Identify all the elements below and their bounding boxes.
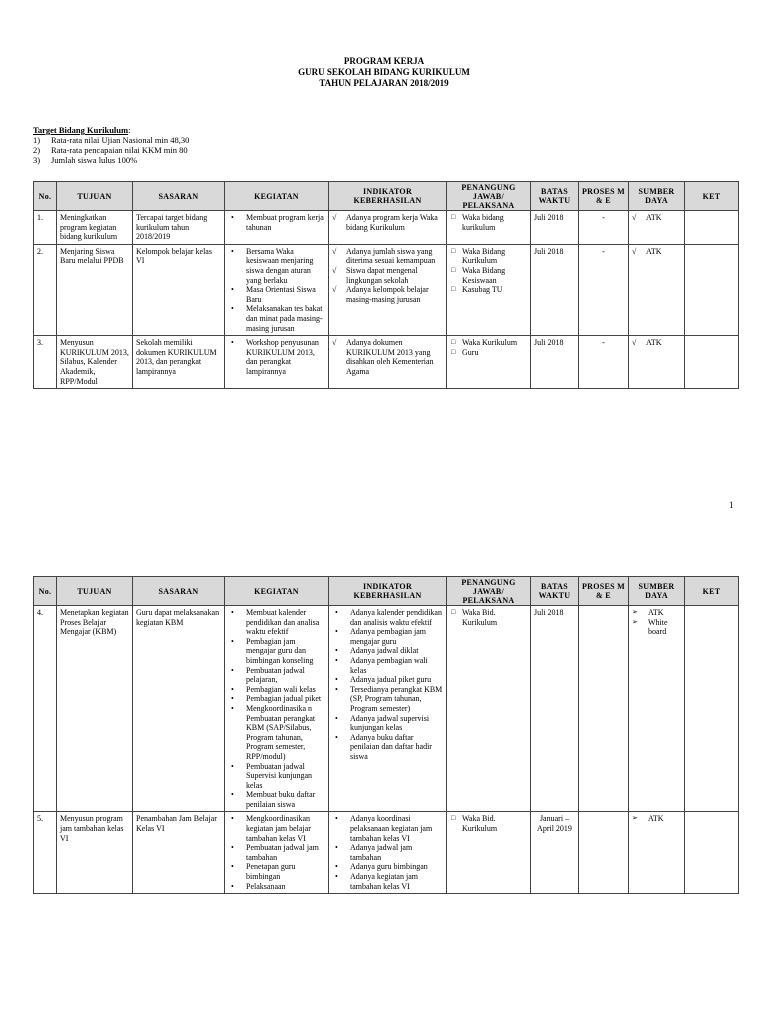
indikator-list [332, 213, 443, 232]
cell-indikator [329, 211, 447, 245]
cell-ket [685, 812, 739, 894]
kegiatan-item: • Membuat buku daftar penilaian siswa [228, 790, 325, 809]
penanggung-item: □ Waka Bidang Kurikulum [450, 247, 527, 266]
kegiatan-item: • Pembagian jam mengajar guru dan bimbingan konseling [228, 637, 325, 666]
penanggung-item: □ Waka Bid. Kurikulum [450, 608, 527, 627]
cell-proses: - [579, 336, 629, 389]
cell-ket [685, 211, 739, 245]
cell-sasaran: Guru dapat melaksanakan kegiatan KBM [133, 606, 225, 812]
header-indikator: INDIKATOR KEBERHASILAN [329, 577, 447, 606]
kegiatan-list [228, 213, 325, 232]
kegiatan-item: • Pembuatan jadwal jam tambahan [228, 843, 325, 862]
kegiatan-item: • Pembagian jadual piket [228, 694, 325, 704]
cell-batas: Juli 2018 [531, 336, 579, 389]
indikator-item: • Adanya jadual piket guru [332, 675, 443, 685]
program-table-page-2 [33, 576, 739, 894]
cell-penanggung [447, 606, 531, 812]
indikator-list [332, 247, 443, 305]
cell-batas: Juli 2018 [531, 211, 579, 245]
kegiatan-item: • Melaksanakan tes bakat dan minat pada masing-masing jurusan [228, 304, 325, 333]
penanggung-item: □ Waka Bid. Kurikulum [450, 814, 527, 833]
cell-ket [685, 336, 739, 389]
header-penanggung: PENANGUNG JAWAB/ PELAKSANA [447, 577, 531, 606]
cell-tujuan: Menetapkan kegiatan Proses Belajar Mengajar (KBM) [57, 606, 133, 812]
penanggung-item: □ Waka Kurikulum [450, 338, 527, 348]
cell-kegiatan [225, 211, 329, 245]
document-title [0, 56, 768, 89]
sumber-item: ➢ ATK [632, 814, 681, 824]
cell-tujuan: Menjaring Siswa Baru melalui PPDB [57, 244, 133, 335]
indikator-item: • Adanya jadwal supervisi kunjungan kelas [332, 714, 443, 733]
table-header-row [34, 577, 739, 606]
kegiatan-item: • Membuat kalender pendidikan dan analisa waktu efektif [228, 608, 325, 637]
header-ket: KET [685, 182, 739, 211]
indikator-list [332, 608, 443, 762]
target-section: Target Bidang Kurikulum: 1) Rata-rata nilai Ujian Nasional min 48,30 2) Rata-rata pencapaian nilai KKM min 80 3) Jumlah siswa lulus 100% [33, 125, 190, 165]
cell-indikator [329, 812, 447, 894]
cell-no: 5. [34, 812, 57, 894]
header-no: No. [34, 577, 57, 606]
header-ket: KET [685, 577, 739, 606]
cell-indikator [329, 336, 447, 389]
indikator-item: • Adanya jadwal diklat [332, 646, 443, 656]
kegiatan-list [228, 338, 325, 376]
cell-kegiatan [225, 812, 329, 894]
header-tujuan: TUJUAN [57, 182, 133, 211]
header-proses: PROSES M & E [579, 182, 629, 211]
cell-batas: Juli 2018 [531, 606, 579, 812]
sumber-list [632, 608, 681, 637]
target-item: 2) Rata-rata pencapaian nilai KKM min 80 [33, 145, 188, 155]
cell-sumber [629, 606, 685, 812]
program-table-page-1 [33, 181, 739, 389]
cell-sumber [629, 336, 685, 389]
header-penanggung: PENANGUNG JAWAB/ PELAKSANA [447, 182, 531, 211]
indikator-list [332, 338, 443, 376]
cell-batas: Juli 2018 [531, 244, 579, 335]
title-line-1: PROGRAM KERJA [343, 56, 425, 66]
kegiatan-item: • Pembuatan jadwal pelajaran, [228, 666, 325, 685]
cell-tujuan: Meningkatkan program kegiatan bidang kurikulum [57, 211, 133, 245]
penanggung-list [450, 608, 527, 627]
cell-kegiatan [225, 336, 329, 389]
sumber-list [632, 213, 681, 223]
cell-sasaran: Penambahan Jam Belajar Kelas VI [133, 812, 225, 894]
indikator-item: √ Adanya jumlah siswa yang diterima sesuai kemampuan [332, 247, 443, 266]
sumber-list [632, 814, 681, 824]
header-indikator: INDIKATOR KEBERHASILAN [329, 182, 447, 211]
cell-batas: Januari – April 2019 [531, 812, 579, 894]
header-kegiatan: KEGIATAN [225, 182, 329, 211]
indikator-item: √ Adanya program kerja Waka bidang Kurikulum [332, 213, 443, 232]
kegiatan-item: • Mengkoordinasika n Pembuatan perangkat KBM (SAP/Silabus, Program tahunan, Program semester, RPP/modul) [228, 704, 325, 762]
indikator-item: • Adanya pembagian jam mengajar guru [332, 627, 443, 646]
cell-no: 3. [34, 336, 57, 389]
cell-proses [579, 606, 629, 812]
header-sumber: SUMBER DAYA [629, 577, 685, 606]
indikator-item: √ Adanya dokumen KURIKULUM 2013 yang disahkan oleh Kementerian Agama [332, 338, 443, 376]
cell-proses: - [579, 244, 629, 335]
indikator-item: • Adanya guru bimbingan [332, 862, 443, 872]
table-row [34, 244, 739, 335]
indikator-item: • Adanya kegiatan jam tambahan kelas VI [332, 872, 443, 891]
cell-penanggung [447, 244, 531, 335]
sumber-item: ➢ White board [632, 618, 681, 637]
title-line-2: GURU SEKOLAH BIDANG KURIKULUM [298, 67, 470, 77]
penanggung-item: □ Waka Bidang Kesiswaan [450, 266, 527, 285]
cell-penanggung [447, 211, 531, 245]
table-row [34, 812, 739, 894]
header-tujuan: TUJUAN [57, 577, 133, 606]
indikator-item: • Adanya pembagian wali kelas [332, 656, 443, 675]
indikator-item: √ Adanya kelompok belajar masing-masing jurusan [332, 285, 443, 304]
cell-kegiatan [225, 244, 329, 335]
penanggung-item: □ Waka bidang kurikulum [450, 213, 527, 232]
sumber-item: √ ATK [632, 338, 681, 348]
kegiatan-list [228, 814, 325, 891]
indikator-item: √ Siswa dapat mengenal lingkungan sekolah [332, 266, 443, 285]
cell-sumber [629, 812, 685, 894]
header-sasaran: SASARAN [133, 182, 225, 211]
kegiatan-item: • Bersama Waka kesiswaan menjaring siswa dengan aturan yang berlaku [228, 247, 325, 285]
indikator-item: • Adanya jadwal jam tambahan [332, 843, 443, 862]
table-row [34, 606, 739, 812]
cell-penanggung [447, 812, 531, 894]
table-row [34, 211, 739, 245]
page-number: 1 [729, 500, 734, 510]
kegiatan-item: • Pembagian wali kelas [228, 685, 325, 695]
penanggung-list [450, 213, 527, 232]
target-item: 1) Rata-rata nilai Ujian Nasional min 48,30 [33, 135, 190, 145]
indikator-list [332, 814, 443, 891]
header-no: No. [34, 182, 57, 211]
cell-ket [685, 606, 739, 812]
cell-no: 1. [34, 211, 57, 245]
cell-tujuan: Menyusun program jam tambahan kelas VI [57, 812, 133, 894]
cell-ket [685, 244, 739, 335]
kegiatan-item: • Pembuatan jadwal Supervisi kunjungan kelas [228, 762, 325, 791]
header-batas: BATAS WAKTU [531, 577, 579, 606]
cell-sasaran: Sekolah memiliki dokumen KURIKULUM 2013, dan perangkat lampirannya [133, 336, 225, 389]
cell-sumber [629, 211, 685, 245]
penanggung-list [450, 247, 527, 295]
indikator-item: • Adanya kalender pendidikan dan analisis waktu efektif [332, 608, 443, 627]
penanggung-item: □ Guru [450, 348, 527, 358]
header-sumber: SUMBER DAYA [629, 182, 685, 211]
sumber-item: ➢ ATK [632, 608, 681, 618]
cell-penanggung [447, 336, 531, 389]
cell-indikator [329, 606, 447, 812]
cell-no: 2. [34, 244, 57, 335]
cell-no: 4. [34, 606, 57, 812]
cell-sasaran: Kelompok belajar kelas VI [133, 244, 225, 335]
header-kegiatan: KEGIATAN [225, 577, 329, 606]
kegiatan-item: • Membuat program kerja tahunan [228, 213, 325, 232]
cell-sumber [629, 244, 685, 335]
indikator-item: • Adanya koordinasi pelaksanaan kegiatan jam tambahan kelas VI [332, 814, 443, 843]
sumber-list [632, 338, 681, 348]
cell-proses [579, 812, 629, 894]
cell-indikator [329, 244, 447, 335]
table-row [34, 336, 739, 389]
kegiatan-item: • Mengkoordinasikan kegiatan jam belajar tambahan kelas VI [228, 814, 325, 843]
target-heading: Target Bidang Kurikulum [33, 125, 129, 135]
kegiatan-item: • Pelaksanaan [228, 882, 325, 892]
sumber-item: √ ATK [632, 213, 681, 223]
cell-proses: - [579, 211, 629, 245]
penanggung-list [450, 814, 527, 833]
kegiatan-item: • Masa Orientasi Siswa Baru [228, 285, 325, 304]
title-line-3: TAHUN PELAJARAN 2018/2019 [319, 78, 449, 88]
kegiatan-list [228, 247, 325, 333]
kegiatan-item: • Workshop penyusunan KURIKULUM 2013, dan perangkat lampirannya [228, 338, 325, 376]
cell-kegiatan [225, 606, 329, 812]
header-proses: PROSES M & E [579, 577, 629, 606]
sumber-item: √ ATK [632, 247, 681, 257]
sumber-list [632, 247, 681, 257]
indikator-item: • Tersedianya perangkat KBM (SP, Program tahunan, Program semester) [332, 685, 443, 714]
penanggung-item: □ Kasubag TU [450, 285, 527, 295]
penanggung-list [450, 338, 527, 357]
target-item: 3) Jumlah siswa lulus 100% [33, 155, 138, 165]
header-sasaran: SASARAN [133, 577, 225, 606]
header-batas: BATAS WAKTU [531, 182, 579, 211]
cell-tujuan: Menyusun KURIKULUM 2013, Silabus, Kalender Akademik, RPP/Modul [57, 336, 133, 389]
indikator-item: • Adanya buku daftar penilaian dan daftar hadir siswa [332, 733, 443, 762]
table-header-row [34, 182, 739, 211]
cell-sasaran: Tercapai target bidang kurikulum tahun 2018/2019 [133, 211, 225, 245]
kegiatan-list [228, 608, 325, 809]
kegiatan-item: • Penetapan guru bimbingan [228, 862, 325, 881]
